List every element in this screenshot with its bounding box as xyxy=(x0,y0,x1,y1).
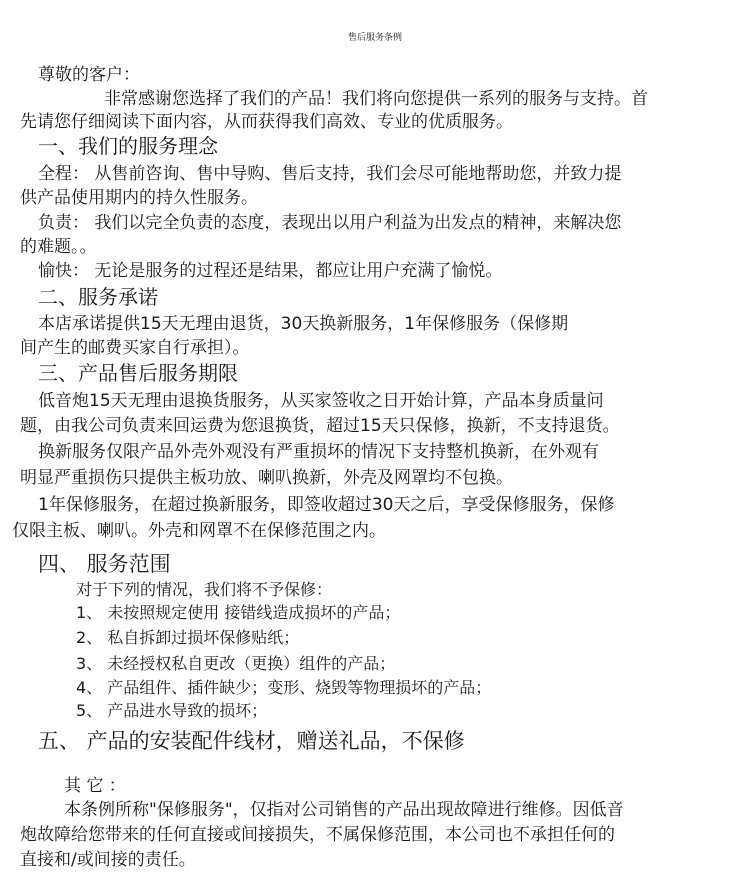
other-line-3: 直接和/或间接的责任。 xyxy=(20,850,196,870)
quancheng-line-1: 全程： 从售前咨询、售中导购、售后支持，我们会尽可能地帮助您，并致力提 xyxy=(38,164,622,184)
exclusion-item: 4、 产品组件、插件缺少；变形、烧毁等物理损坏的产品； xyxy=(76,678,492,697)
section-4-heading: 四、 服务范围 xyxy=(38,552,171,576)
intro-line-1: 非常感谢您选择了我们的产品！我们将向您提供一系列的服务与支持。首 xyxy=(104,89,648,109)
other-line-2: 炮故障给您带来的任何直接或间接损失，不属保修范围，本公司也不承担任何的 xyxy=(20,825,615,845)
section-4-lead: 对于下列的情况，我们将不予保修： xyxy=(76,580,333,599)
section-3-p3-line-1: 1年保修服务，在超过换新服务，即签收超过30天之后，享受保修服务，保修 xyxy=(38,495,615,515)
quancheng-line-2: 供产品使用期内的持久性服务。 xyxy=(20,188,258,208)
other-line-1: 本条例所称"保修服务"，仅指对公司销售的产品出现故障进行维修。因低音 xyxy=(64,800,624,820)
fuze-line-1: 负责： 我们以完全负责的态度，表现出以用户利益为出发点的精神，来解决您 xyxy=(38,213,622,233)
section-2-heading: 二、服务承诺 xyxy=(38,285,158,309)
section-2-line-1: 本店承诺提供15天无理由退货，30天换新服务，1年保修服务（保修期 xyxy=(38,314,569,334)
exclusion-item: 3、 未经授权私自更改（更换）组件的产品； xyxy=(76,654,396,673)
page-title: 售后服务条例 xyxy=(347,33,402,43)
yukuai-line: 愉快： 无论是服务的过程还是结果，都应让用户充满了愉悦。 xyxy=(38,261,503,281)
exclusion-item: 2、 私自拆卸过损坏保修贴纸； xyxy=(76,628,300,647)
salutation: 尊敬的客户： xyxy=(38,65,140,85)
section-3-p3-line-2: 仅限主板、喇叭。外壳和网罩不在保修范围之内。 xyxy=(12,521,386,541)
section-3-p2-line-2: 明显严重损伤只提供主板功放、喇叭换新，外壳及网罩均不包换。 xyxy=(20,468,513,488)
section-3-p1-line-1: 低音炮15天无理由退换货服务，从买家签收之日开始计算，产品本身质量问 xyxy=(38,391,604,411)
exclusion-item: 5、 产品进水导致的损坏； xyxy=(76,701,268,720)
intro-line-2: 先请您仔细阅读下面内容，从而获得我们高效、专业的优质服务。 xyxy=(20,112,513,132)
section-3-p1-line-2: 题，由我公司负责来回运费为您退换货，超过15天只保修，换新，不支持退货。 xyxy=(20,416,620,436)
section-5-heading: 五、 产品的安装配件线材，赠送礼品，不保修 xyxy=(38,729,465,753)
other-heading: 其 它 ： xyxy=(64,776,126,796)
exclusion-item: 1、 未按照规定使用 接错线造成损坏的产品； xyxy=(76,603,401,622)
fuze-line-2: 的难题。。 xyxy=(20,237,97,257)
section-1-heading: 一、我们的服务理念 xyxy=(38,134,218,158)
section-3-p2-line-1: 换新服务仅限产品外壳外观没有严重损坏的情况下支持整机换新，在外观有 xyxy=(38,442,599,462)
section-2-line-2: 间产生的邮费买家自行承担）。 xyxy=(20,338,250,358)
section-3-heading: 三、产品售后服务期限 xyxy=(38,361,238,385)
